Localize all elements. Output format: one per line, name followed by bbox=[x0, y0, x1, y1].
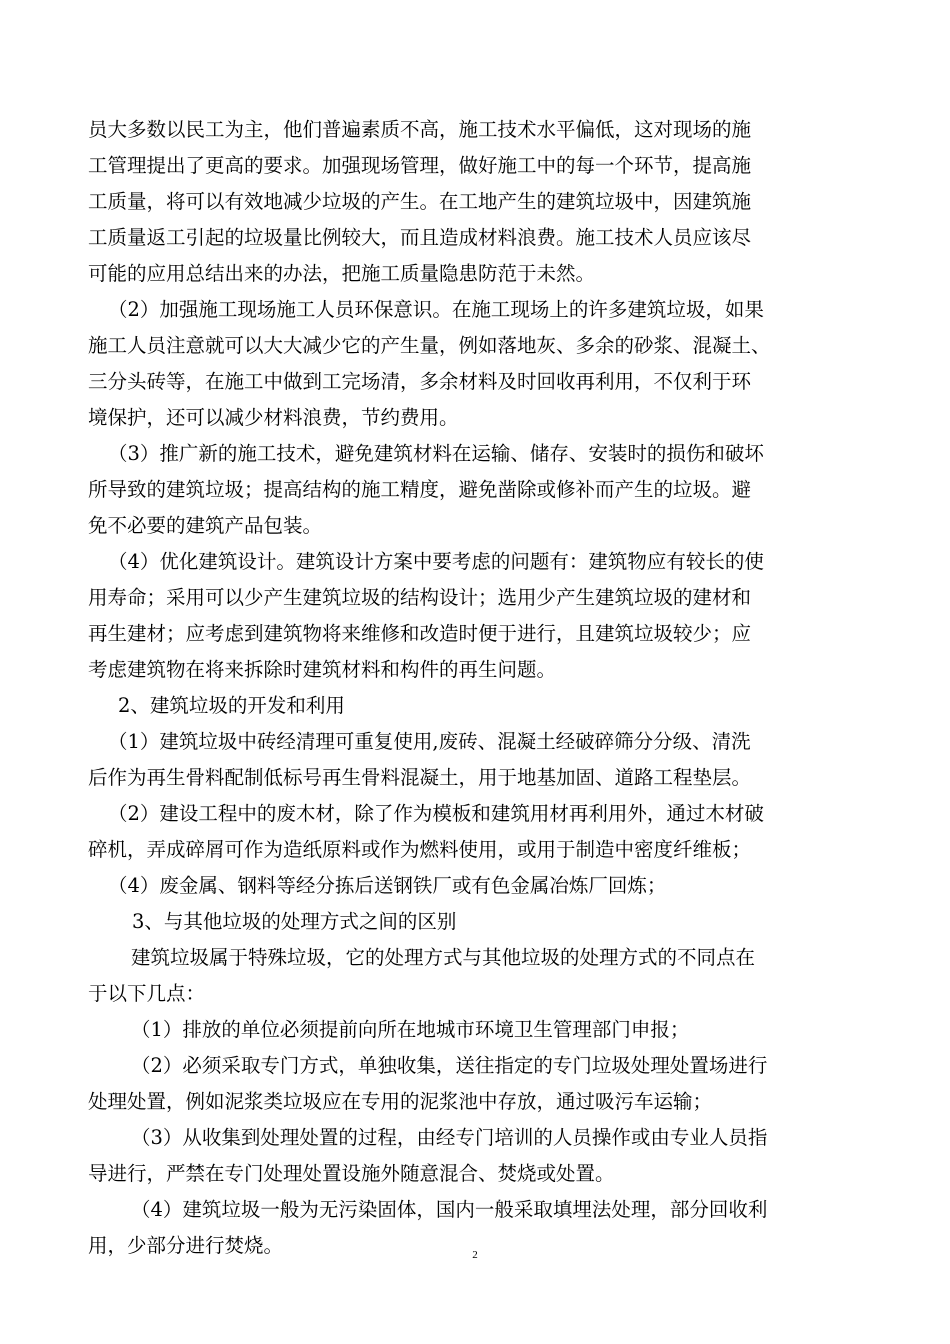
text-line: 再生建材；应考虑到建筑物将来维修和改造时便于进行，且建筑垃圾较少；应 bbox=[88, 622, 752, 645]
text-line: 员大多数以民工为主，他们普遍素质不高，施工技术水平偏低，这对现场的施 bbox=[88, 118, 752, 141]
text-line: （2）建设工程中的废木材，除了作为模板和建筑用材再利用外，通过木材破 bbox=[108, 802, 764, 825]
text-line: （3）推广新的施工技术，避免建筑材料在运输、储存、安装时的损伤和破坏 bbox=[108, 442, 764, 465]
text-line: （1）建筑垃圾中砖经清理可重复使用,废砖、混凝土经破碎筛分分级、清洗 bbox=[108, 730, 751, 753]
text-line: 建筑垃圾属于特殊垃圾，它的处理方式与其他垃圾的处理方式的不同点在 bbox=[131, 946, 756, 969]
text-line: （1）排放的单位必须提前向所在地城市环境卫生管理部门申报； bbox=[131, 1018, 690, 1041]
text-line: 用，少部分进行焚烧。 bbox=[88, 1234, 284, 1257]
text-line: （4）废金属、钢料等经分拣后送钢铁厂或有色金属冶炼厂回炼； bbox=[108, 874, 667, 897]
text-line: 施工人员注意就可以大大减少它的产生量，例如落地灰、多余的砂浆、混凝土、 bbox=[88, 334, 771, 357]
text-line: 免不必要的建筑产品包装。 bbox=[88, 514, 323, 537]
text-line: 处理处置，例如泥浆类垃圾应在专用的泥浆池中存放，通过吸污车运输； bbox=[88, 1090, 713, 1113]
text-line: （4）建筑垃圾一般为无污染固体，国内一般采取填埋法处理，部分回收利 bbox=[131, 1198, 768, 1221]
text-line: （2）加强施工现场施工人员环保意识。在施工现场上的许多建筑垃圾，如果 bbox=[108, 298, 764, 321]
text-line: 境保护，还可以减少材料浪费，节约费用。 bbox=[88, 406, 459, 429]
text-line: 碎机，弄成碎屑可作为造纸原料或作为燃料使用，或用于制造中密度纤维板； bbox=[88, 838, 752, 861]
text-line: 导进行，严禁在专门处理处置设施外随意混合、焚烧或处置。 bbox=[88, 1162, 615, 1185]
text-line: （4）优化建筑设计。建筑设计方案中要考虑的问题有：建筑物应有较长的使 bbox=[108, 550, 764, 573]
text-line: 所导致的建筑垃圾；提高结构的施工精度，避免凿除或修补而产生的垃圾。避 bbox=[88, 478, 752, 501]
text-line: 用寿命；采用可以少产生建筑垃圾的结构设计；选用少产生建筑垃圾的建材和 bbox=[88, 586, 752, 609]
text-line: 考虑建筑物在将来拆除时建筑材料和构件的再生问题。 bbox=[88, 658, 557, 681]
section-heading: 3、与其他垃圾的处理方式之间的区别 bbox=[132, 910, 457, 933]
text-line: （2）必须采取专门方式，单独收集，送往指定的专门垃圾处理处置场进行 bbox=[131, 1054, 768, 1077]
text-line: 后作为再生骨料配制低标号再生骨料混凝土，用于地基加固、道路工程垫层。 bbox=[88, 766, 752, 789]
text-line: 工管理提出了更高的要求。加强现场管理，做好施工中的每一个环节，提高施 bbox=[88, 154, 752, 177]
text-line: 工质量返工引起的垃圾量比例较大，而且造成材料浪费。施工技术人员应该尽 bbox=[88, 226, 752, 249]
text-line: 可能的应用总结出来的办法，把施工质量隐患防范于未然。 bbox=[88, 262, 596, 285]
text-line: （3）从收集到处理处置的过程，由经专门培训的人员操作或由专业人员指 bbox=[131, 1126, 768, 1149]
section-heading: 2、建筑垃圾的开发和利用 bbox=[118, 694, 345, 717]
text-line: 工质量，将可以有效地减少垃圾的产生。在工地产生的建筑垃圾中，因建筑施 bbox=[88, 190, 752, 213]
text-line: 三分头砖等，在施工中做到工完场清，多余材料及时回收再利用，不仅利于环 bbox=[88, 370, 752, 393]
text-line: 于以下几点： bbox=[88, 982, 206, 1005]
page-number: 2 bbox=[472, 1249, 478, 1261]
